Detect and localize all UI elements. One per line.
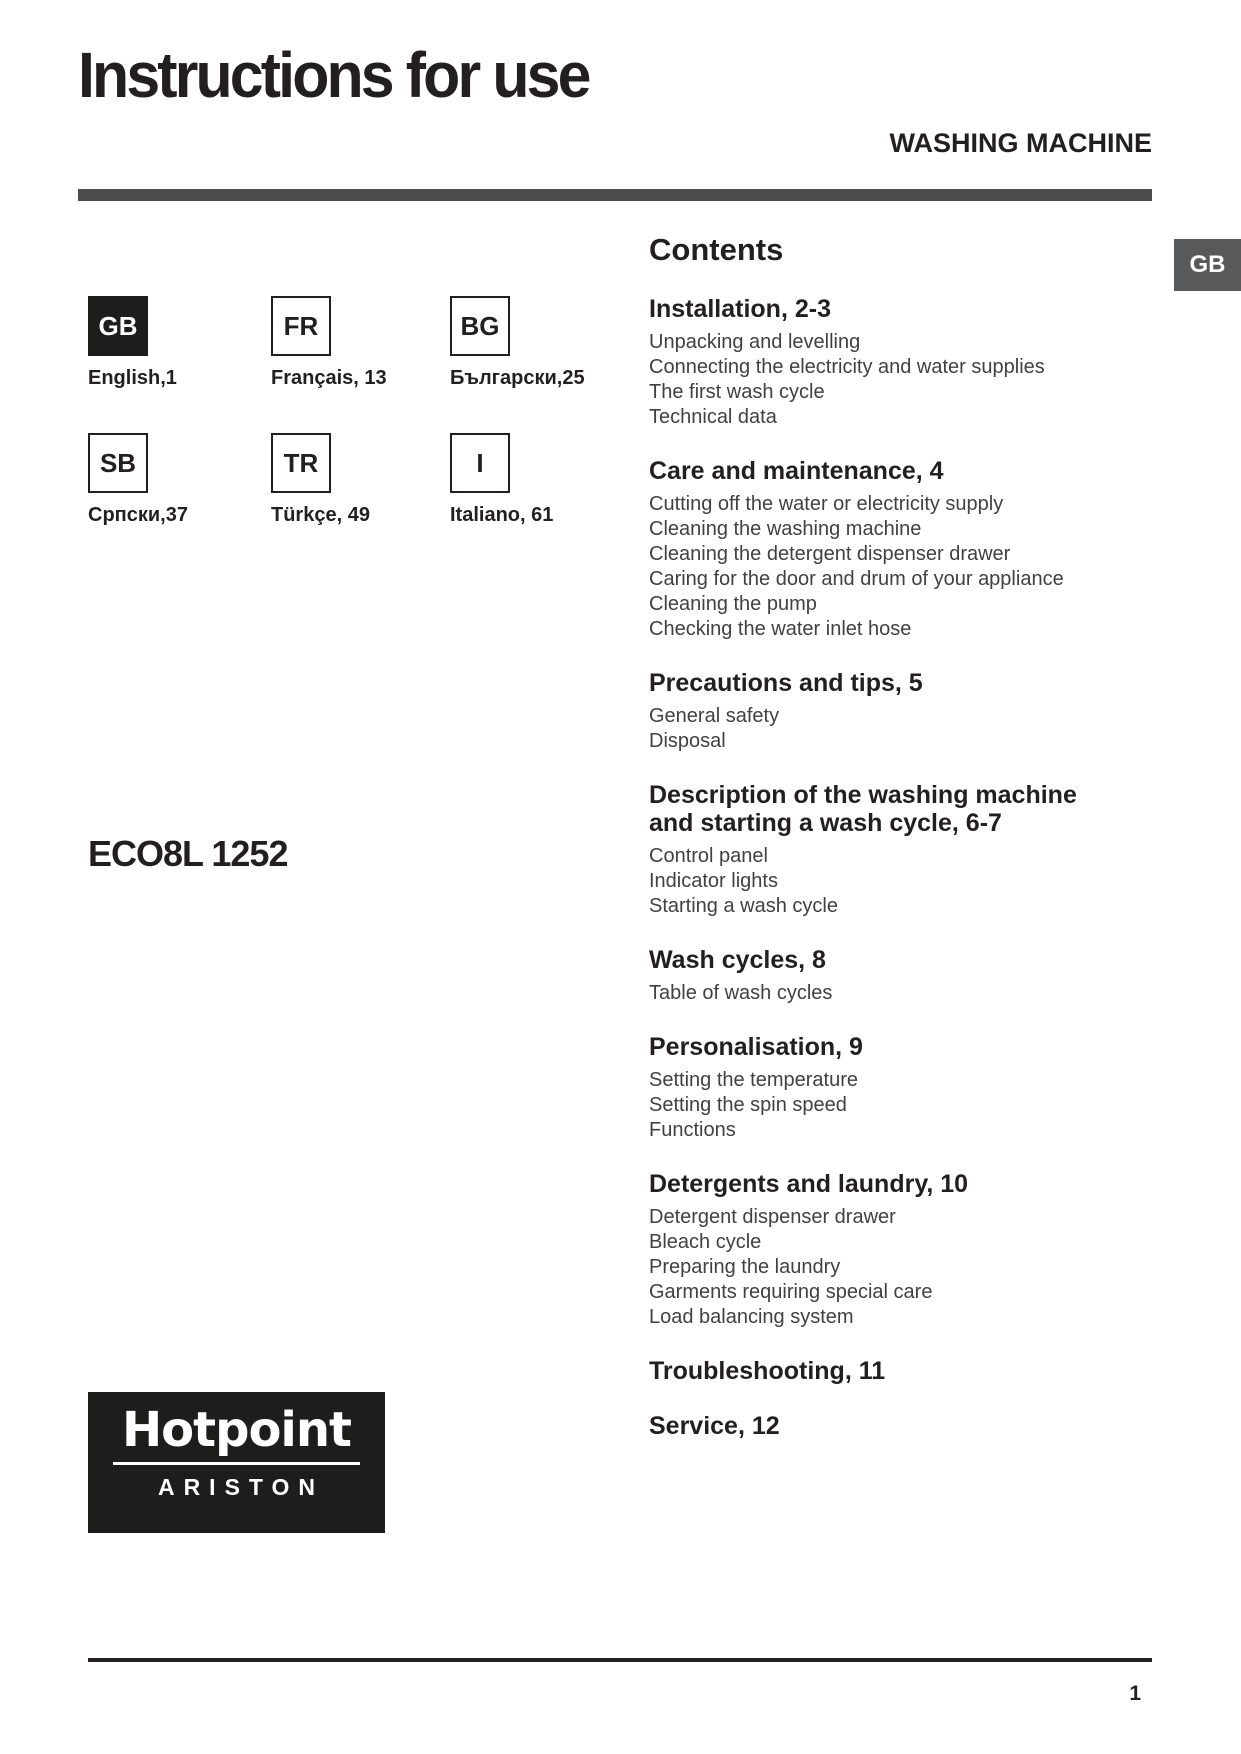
- toc-section-description: [649, 781, 1094, 919]
- toc-section-heading: Detergents and laundry, 10: [649, 1170, 969, 1198]
- page-number: 1: [1129, 1682, 1141, 1705]
- toc-section-heading: Care and maintenance, 4: [649, 457, 944, 485]
- toc-item: Preparing the laundry: [649, 1256, 841, 1278]
- toc-item: Starting a wash cycle: [649, 895, 838, 917]
- table-of-contents: [649, 232, 1094, 1447]
- toc-section-precautions: [649, 669, 1094, 754]
- toc-item: Setting the spin speed: [649, 1094, 847, 1116]
- toc-item: The first wash cycle: [649, 381, 825, 403]
- toc-section-heading: Service, 12: [649, 1412, 780, 1440]
- toc-section-troubleshooting: [649, 1357, 1094, 1385]
- language-entry-tr: [271, 433, 441, 527]
- language-code-box-sb: SB: [88, 433, 148, 493]
- toc-section-personalisation: [649, 1033, 1094, 1143]
- toc-item: Garments requiring special care: [649, 1281, 933, 1303]
- language-entry-gb: [88, 296, 258, 390]
- toc-section-heading: Personalisation, 9: [649, 1033, 863, 1061]
- toc-item: Control panel: [649, 845, 768, 867]
- toc-item: Checking the water inlet hose: [649, 618, 912, 640]
- language-label-it: Italiano, 61: [450, 504, 554, 526]
- language-entry-sb: [88, 433, 258, 527]
- footer-divider-line: [88, 1658, 1152, 1662]
- toc-item: Cutting off the water or electricity supply: [649, 493, 1004, 515]
- toc-item: Cleaning the pump: [649, 593, 817, 615]
- toc-section-heading: Installation, 2-3: [649, 295, 831, 323]
- toc-item: Cleaning the detergent dispenser drawer: [649, 543, 1011, 565]
- toc-item: Disposal: [649, 730, 726, 752]
- toc-item: Indicator lights: [649, 870, 778, 892]
- language-entry-fr: [271, 296, 441, 390]
- toc-item: Connecting the electricity and water supplies: [649, 356, 1045, 378]
- toc-section-heading: Wash cycles, 8: [649, 946, 826, 974]
- toc-item: Detergent dispenser drawer: [649, 1206, 896, 1228]
- toc-section-installation: [649, 295, 1094, 430]
- toc-item: Unpacking and levelling: [649, 331, 861, 353]
- toc-item: Setting the temperature: [649, 1069, 859, 1091]
- toc-section-detergents: [649, 1170, 1094, 1330]
- logo-subbrand-text: ARISTON: [157, 1474, 325, 1500]
- language-code-box-gb: GB: [88, 296, 148, 356]
- toc-section-service: [649, 1412, 1094, 1440]
- logo-divider-line: [113, 1462, 360, 1465]
- edition-language-tab: GB: [1174, 239, 1241, 291]
- language-code-box-fr: FR: [271, 296, 331, 356]
- language-label-bg: Български,25: [450, 367, 585, 389]
- toc-section-wash-cycles: [649, 946, 1094, 1006]
- toc-section-heading: Troubleshooting, 11: [649, 1357, 886, 1385]
- toc-section-heading: Precautions and tips, 5: [649, 669, 923, 697]
- language-code-box-bg: BG: [450, 296, 510, 356]
- toc-item: General safety: [649, 705, 780, 727]
- toc-item: Load balancing system: [649, 1306, 854, 1328]
- language-entry-bg: [450, 296, 620, 390]
- language-label-fr: Français, 13: [271, 367, 387, 389]
- toc-section-care-maintenance: [649, 457, 1094, 642]
- language-label-sb: Српски,37: [88, 504, 188, 526]
- toc-item: Table of wash cycles: [649, 982, 833, 1004]
- toc-item: Technical data: [649, 406, 777, 428]
- toc-item: Cleaning the washing machine: [649, 518, 922, 540]
- contents-heading: Contents: [649, 232, 784, 267]
- language-entry-it: [450, 433, 620, 527]
- language-code-box-tr: TR: [271, 433, 331, 493]
- logo-brand-text: Hotpoint: [122, 1402, 351, 1458]
- toc-item: Caring for the door and drum of your appliance: [649, 568, 1064, 590]
- language-code-box-it: I: [450, 433, 510, 493]
- header-divider-bar: [78, 189, 1152, 201]
- toc-item: Bleach cycle: [649, 1231, 762, 1253]
- model-number: ECO8L 1252: [88, 833, 288, 874]
- appliance-type-label: WASHING MACHINE: [889, 128, 1152, 158]
- toc-item: Functions: [649, 1119, 736, 1141]
- toc-section-heading: Description of the washing machine and starting a wash cycle, 6-7: [649, 781, 1077, 837]
- page-title: Instructions for use: [78, 39, 589, 111]
- language-label-gb: English,1: [88, 367, 177, 389]
- language-label-tr: Türkçe, 49: [271, 504, 370, 526]
- hotpoint-ariston-logo: [88, 1392, 385, 1533]
